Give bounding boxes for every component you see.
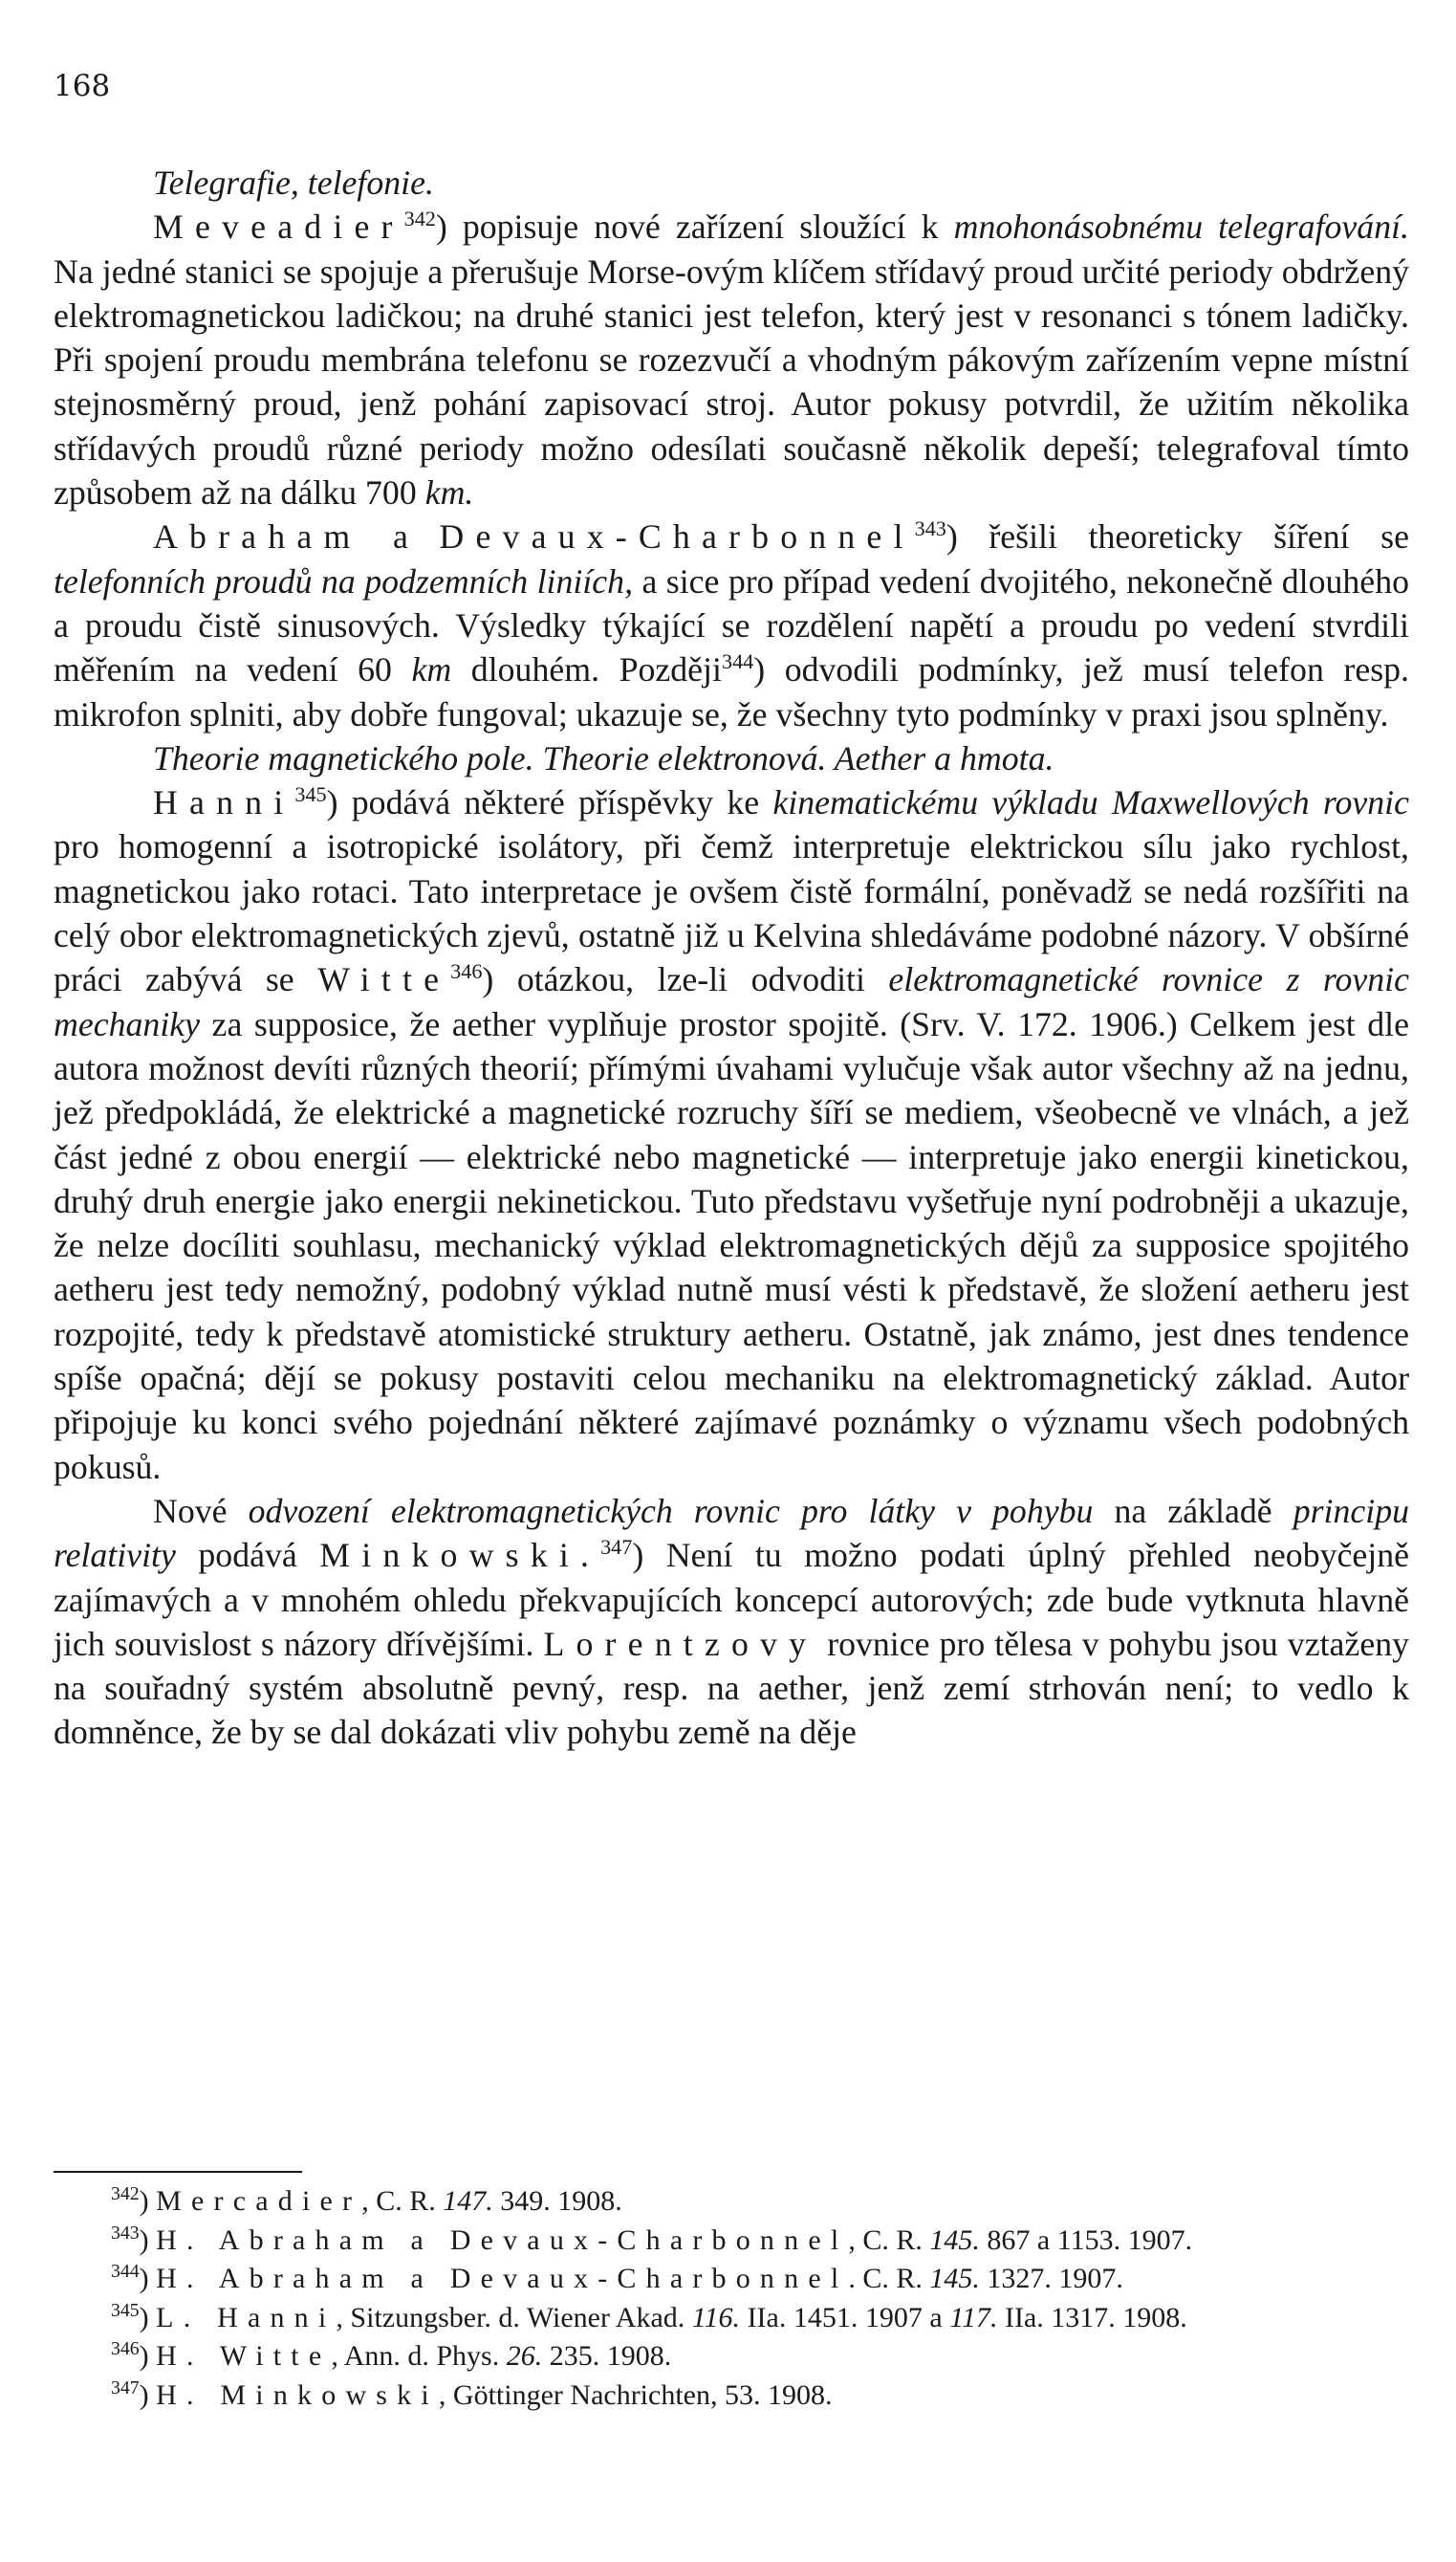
footnote-ref[interactable]: 343	[914, 516, 946, 541]
footnote-volume: 145.	[929, 2223, 980, 2256]
footnote-author: H. Abraham a Devaux-Charbonnel	[156, 2263, 849, 2294]
text: dlouhém. Později	[451, 650, 722, 690]
author-name: Meveadier	[153, 208, 404, 247]
footnote-344: $^{344}$) H. Abraham a Devaux-Charbonnel. C. R. 145. 1327. 1907.	[111, 2261, 1123, 2294]
emphasis: km.	[424, 473, 474, 513]
footnote-text: 1327. 1907.	[979, 2263, 1123, 2294]
text: pro homogenní a isotropické isolátory, při čemž interpretuje elektrickou sílu jako rychlost, magnetickou jako rotaci. Tato interpretace je ovšem čistě formální, poněvadž se nedá rozšířiti na celý obor elektromagnetických zjevů, ostatně již u Kelvina shledáváme podobné názory. V obšírné práci zabývá se	[54, 827, 1409, 999]
footnote-text: , Göttinger Nachrichten, 53. 1908.	[438, 2378, 833, 2411]
text: rovnice pro tělesa v pohybu jsou vztaženy na souřadný systém absolutně pevný, resp. na aether, jenž zemí strhován není; to vedlo k domněnce, že by se dal dokázati vliv pohybu země na děje	[54, 1624, 1409, 1752]
footnote-345: $^{345}$) L. Hanni, Sitzungsber. d. Wiener Akad. 116. IIa. 1451. 1907 a 117. IIa. 1317. 1908.	[111, 2299, 1187, 2333]
footnote-author: L. Hanni	[156, 2301, 337, 2333]
author-name: Hanni	[153, 783, 295, 822]
footnote-ref[interactable]: 346	[450, 959, 483, 984]
footnote-number: 347	[111, 2376, 140, 2398]
text: ) otázkou, lze-li odvoditi	[482, 960, 889, 999]
text: a sice pro případ vedení dvojitého, nekonečně dlouhého a proudu čistě sinusových. Výsledky týkající se rozdělení napětí a proudu po vedení stvrdili měřením na vedení 60	[54, 561, 1409, 690]
footnote-author: H. Abraham a Devaux-Charbonnel	[156, 2223, 849, 2256]
emphasis: telefonních proudů na podzemních liniích,	[54, 561, 634, 601]
footnote-volume: 117.	[949, 2301, 998, 2333]
article-body	[54, 161, 1409, 1755]
footnote-text: IIa. 1317. 1908.	[997, 2301, 1187, 2333]
section-heading-2: Theorie magnetického pole. Theorie elektronová. Aether a hmota.	[153, 738, 1054, 777]
footnote-text: . C. R.	[848, 2263, 930, 2294]
text: a	[361, 517, 440, 557]
text: na základě	[1093, 1491, 1293, 1530]
footnote-346: $^{346}$) H. Witte, Ann. d. Phys. 26. 235. 1908.	[111, 2338, 672, 2372]
emphasis: principu relativity	[54, 1491, 1409, 1575]
footnote-ref[interactable]: 342	[403, 207, 436, 231]
author-name: Lorentzovy	[543, 1624, 818, 1663]
emphasis: mnohonásobnému telegrafování.	[953, 208, 1409, 247]
footnote-342: $^{342}$) Mercadier, C. R. 147. 349. 1908.	[111, 2183, 622, 2217]
page-number: 168	[54, 69, 111, 103]
author-name: Witte	[317, 960, 451, 999]
emphasis: odvození elektromagnetických rovnic pro látky v pohybu	[248, 1491, 1094, 1530]
paragraph-abraham	[54, 515, 1409, 735]
author-name: Abraham	[153, 517, 362, 557]
footnote-text: , C. R.	[361, 2185, 444, 2217]
footnote-volume: 116.	[691, 2301, 741, 2333]
footnote-text: , Ann. d. Phys.	[331, 2340, 507, 2372]
footnote-number: 346	[111, 2338, 140, 2359]
footnote-number: 343	[111, 2222, 140, 2244]
emphasis: km	[411, 650, 452, 690]
paragraph-minkowski	[54, 1489, 1409, 1755]
footnote-text: , Sitzungsber. d. Wiener Akad.	[336, 2301, 692, 2333]
text: ) popisuje nové zařízení sloužící k	[435, 208, 954, 247]
footnotes	[54, 2182, 1409, 2415]
footnote-divider	[54, 2171, 302, 2173]
footnote-ref[interactable]: 344	[721, 649, 754, 674]
text: Na jedné stanici se spojuje a přerušuje Morse-ovým klíčem střídavý proud určité periody obdržený elektromagnetickou ladičkou; na druhé stanici jest telefon, který jest v resonanci s tónem ladičky. Při spojení proudu membrána telefonu se rozezvučí a vhodným pákovým zařízením vepne místní stejnosměrný proud, jenž pohání zapisovací stroj. Autor pokusy potvrdil, že užitím několika střídavých proudů různé periody možno odesílati současně několik depeší; telegrafoval tímto způsobem až na dálku 700	[54, 252, 1409, 513]
footnote-text: 867 a 1153. 1907.	[979, 2223, 1193, 2256]
text: ) Není tu možno podati úplný přehled neobyčejně zajímavých a v mnohém ohledu překvapujících koncepcí autorových; zde bude vytknuta hlavně jich souvislost s názory dřívějšími.	[54, 1536, 1409, 1663]
section-heading: Telegrafie, telefonie.	[153, 164, 434, 202]
footnote-text: 349. 1908.	[492, 2185, 622, 2217]
text: Nové	[153, 1491, 249, 1530]
author-name: Minkowski.	[319, 1536, 601, 1575]
footnote-text: IIa. 1451. 1907 a	[740, 2301, 950, 2333]
footnote-number: 345	[111, 2299, 140, 2321]
footnote-author: H. Witte	[156, 2340, 332, 2372]
text: podává	[175, 1536, 320, 1575]
author-name: Devaux-Charbonnel	[439, 517, 915, 557]
text: ) odvodili podmínky, jež musí telefon resp. mikrofon splniti, aby dobře fungoval; ukazuje se, že všechny tyto podmínky v praxi jsou splněny.	[54, 650, 1409, 734]
footnote-ref[interactable]: 345	[294, 782, 327, 807]
footnote-ref[interactable]: 347	[600, 1535, 633, 1560]
footnote-text: , C. R.	[848, 2223, 930, 2256]
footnote-text: 235. 1908.	[542, 2340, 672, 2372]
footnote-347: $^{347}$) H. Minkowski, Göttinger Nachrichten, 53. 1908.	[111, 2376, 833, 2411]
text: ) řešili theoreticky šíření se	[945, 517, 1409, 557]
paragraph-hanni	[54, 780, 1409, 1489]
emphasis: kinematickému výkladu Maxwellových rovnic	[772, 783, 1409, 822]
footnote-number: 344	[111, 2261, 140, 2282]
emphasis: elektromagnetické rovnice z rovnic mechaniky	[54, 960, 1409, 1043]
footnote-author: H. Minkowski	[156, 2378, 439, 2411]
paragraph-mercadier	[54, 205, 1409, 515]
footnote-volume: 147.	[443, 2185, 493, 2217]
footnote-343: $^{343}$) H. Abraham a Devaux-Charbonnel, C. R. 145. 867 a 1153. 1907.	[111, 2222, 1193, 2256]
text: ) podává některé příspěvky ke	[326, 783, 773, 822]
footnote-volume: 145.	[929, 2263, 980, 2294]
footnote-author: Mercadier	[156, 2185, 362, 2217]
text: za supposice, že aether vyplňuje prostor spojitě. (Srv. V. 172. 1906.) Celkem jest dle autora možnost devíti různých theorií; přímými úvahami vylučuje však autor všechny až na jednu, jež předpokládá, že elektrické a magnetické rozruchy šíří se mediem, všeobecně ve vlnách, a jež část jedné z obou energií — elektrické nebo magnetické — interpretuje jako energii kinetickou, druhý druh energie jako energii nekinetickou. Tuto představu vyšetřuje nyní podrobněji a ukazuje, že nelze docíliti souhlasu, mechanický výklad elektromagnetických dějů za supposice spojitého aetheru jest tedy nemožný, podobný výklad nutně musí vésti k představě, že složení aetheru jest rozpojité, tedy k představě atomistické struktury aetheru. Ostatně, jak známo, jest dnes tendence spíše opačná; dějí se pokusy postaviti celou mechaniku na elektromagnetický základ. Autor připojuje ku konci svého pojednání některé zajímavé poznámky o významu všech podobných pokusů.	[54, 1004, 1409, 1486]
footnote-number: 342	[111, 2183, 140, 2204]
footnote-volume: 26.	[506, 2340, 543, 2372]
